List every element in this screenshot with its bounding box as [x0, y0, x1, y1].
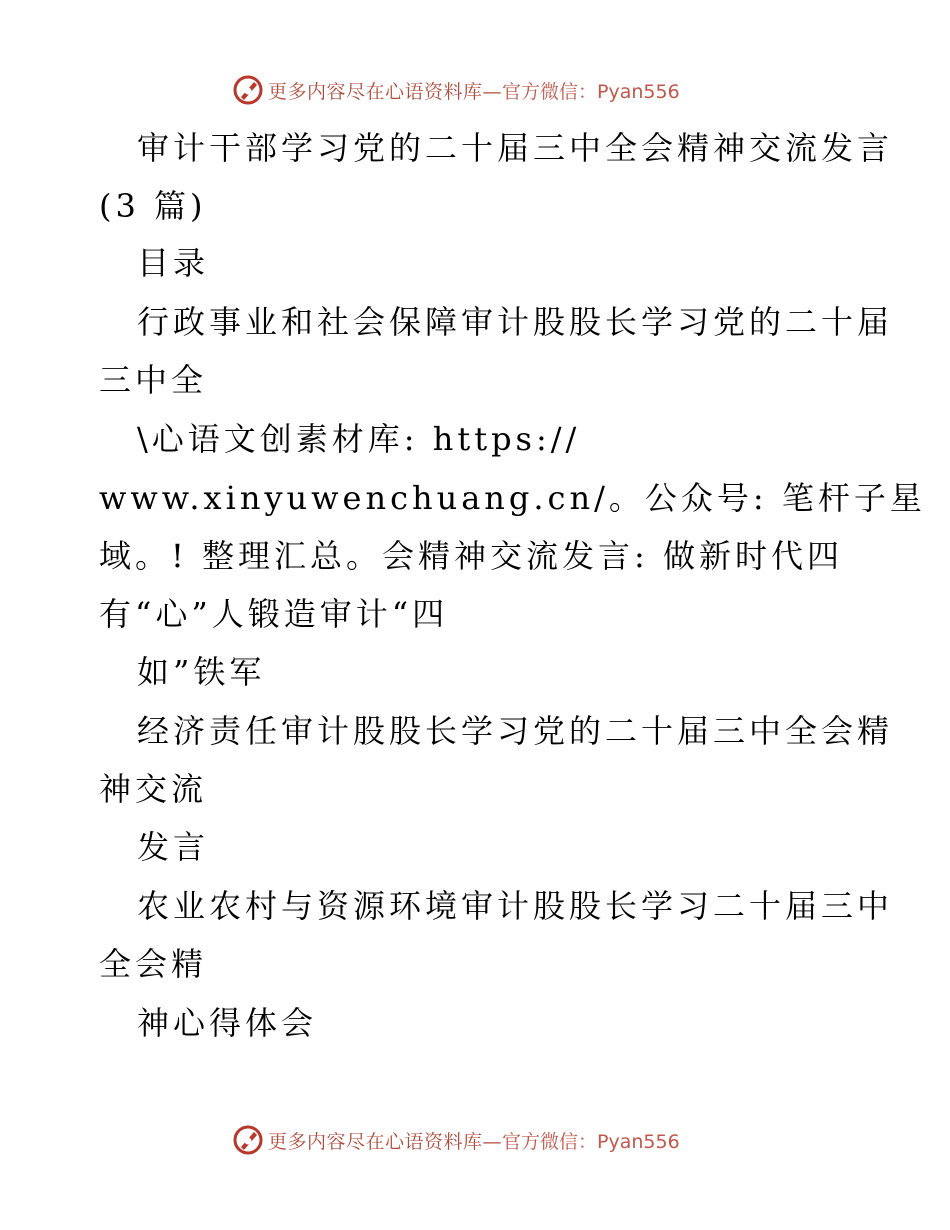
doc-title-line-1: 审计干部学习党的二十届三中全会精神交流发言	[137, 129, 894, 167]
footer-watermark	[232, 1122, 712, 1158]
source-note-line-2: www.xinyuwenchuang.cn/。公众号: 笔杆子星	[99, 479, 926, 517]
pen-logo-icon	[232, 74, 264, 106]
header-watermark	[232, 72, 712, 108]
toc-entry-3-line-3: 神心得体会	[137, 1004, 318, 1042]
toc-entry-2-line-3: 发言	[137, 828, 210, 866]
watermark-text: 更多内容尽在心语资料库—	[268, 80, 503, 103]
watermark-text: 更多内容尽在心语资料库—	[268, 1130, 503, 1153]
toc-entry-1-line-3: 有“心”人锻造审计“四	[99, 595, 449, 633]
toc-heading: 目录	[137, 244, 210, 282]
source-note-line-1: \心语文创素材库: https://	[137, 420, 581, 458]
source-note-line-3: 域。! 整理汇总。会精神交流发言: 做新时代四	[99, 537, 843, 575]
watermark-wechat: 官方微信：Pyan556	[502, 1130, 680, 1153]
toc-entry-1-line-1: 行政事业和社会保障审计股股长学习党的二十届	[137, 303, 894, 341]
toc-entry-1-line-2: 三中全	[99, 361, 208, 399]
watermark-wechat: 官方微信：Pyan556	[502, 80, 680, 103]
toc-entry-3-line-2: 全会精	[99, 945, 208, 983]
pen-logo-icon	[232, 1124, 264, 1156]
doc-title-line-2: (3 篇)	[99, 187, 207, 225]
toc-entry-2-line-1: 经济责任审计股股长学习党的二十届三中全会精	[137, 712, 894, 750]
toc-entry-2-line-2: 神交流	[99, 770, 208, 808]
toc-entry-1-line-4: 如”铁军	[137, 653, 266, 691]
toc-entry-3-line-1: 农业农村与资源环境审计股股长学习二十届三中	[137, 887, 894, 925]
